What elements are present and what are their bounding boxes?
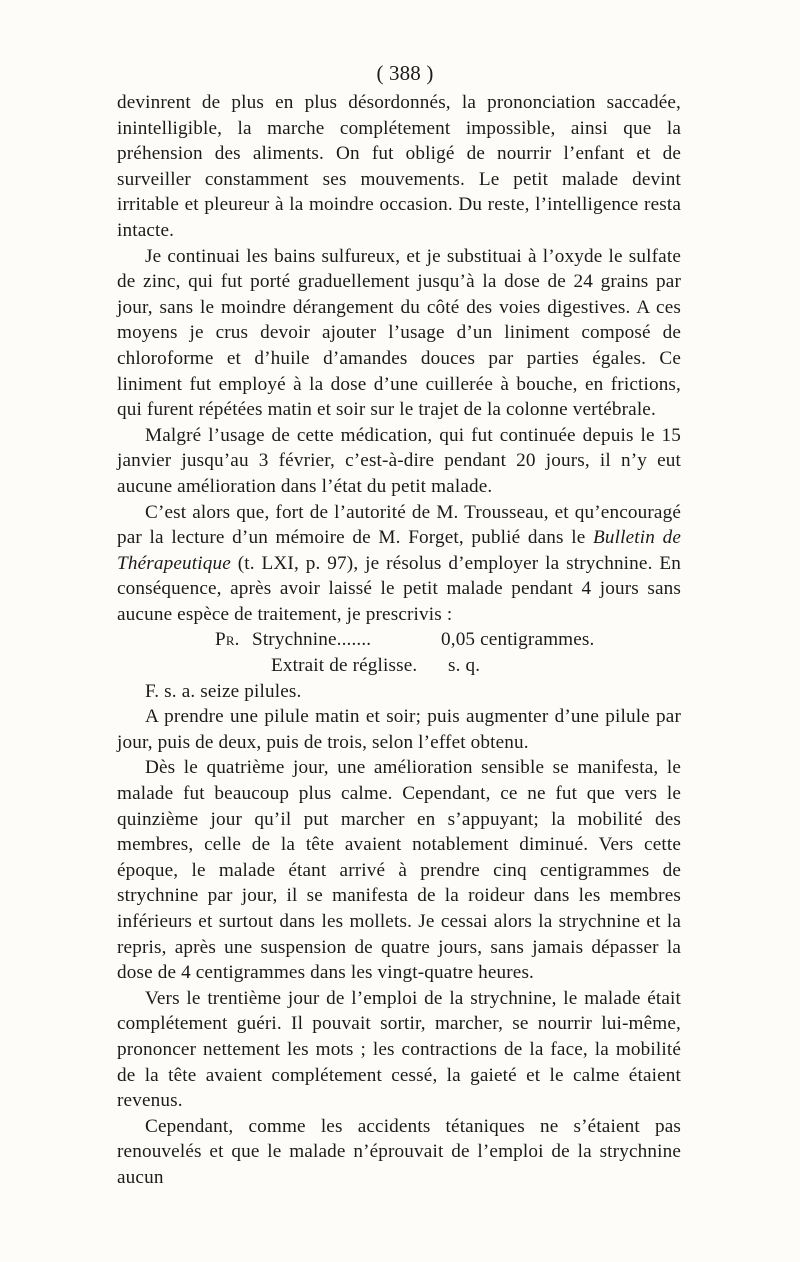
paragraph-8: Cependant, comme les accidents tétaniques ne s’étaient pas renouvelés et que le malade n’éprouvait de l’emploi de la strychnine aucun xyxy=(117,1115,681,1188)
page-number: ( 388 ) xyxy=(376,61,434,85)
prescription-drug-1: Strychnine....... xyxy=(252,629,372,651)
paragraph-1: devinrent de plus en plus désordonnés, la prononciation saccadée, inintelligible, la marche complétement impossible, ainsi que la préhension des aliments. On fut obligé de nourrir l’enfant et de surveiller constamment ses mouvements. Le petit malade devint irritable et pleureur à la moindre occasion. Du reste, l’intelligence resta intacte. xyxy=(117,92,681,241)
paragraph-5: A prendre une pilule matin et soir; puis augmenter d’une pilule par jour, puis de deux, puis de trois, selon l’effet obtenu. xyxy=(117,706,681,753)
paragraph-4 xyxy=(117,500,681,628)
paragraph-2: Je continuai les bains sulfureux, et je substituai à l’oxyde le sulfate de zinc, qui fut porté graduellement jusqu’à la dose de 24 grains par jour, sans le moindre dérangement du côté des voies digestives. A ces moyens je crus devoir ajouter l’usage d’un liniment composé de chloroforme et d’huile d’amandes douces par parties égales. Ce liniment fut employé à la dose d’une cuillerée à bouche, en frictions, qui furent répétées matin et soir sur le trajet de la colonne vertébrale. xyxy=(117,245,681,421)
prescription-line-1 xyxy=(117,627,681,653)
prescription-marker: Pr. xyxy=(215,629,240,651)
prescription-dose-1: 0,05 centigrammes. xyxy=(441,629,595,651)
paragraph-3: Malgré l’usage de cette médication, qui fut continuée depuis le 15 janvier jusqu’au 3 février, c’est-à-dire pendant 20 jours, il n’y eut aucune amélioration dans l’état du petit malade. xyxy=(117,424,681,497)
page-body xyxy=(117,58,681,1191)
journal-title: Bulletin de Thérapeutique xyxy=(117,527,682,574)
paragraph-4-text-a: C’est alors que, fort de l’autorité de M. Trousseau, et qu’encouragé par la lecture d’un mémoire de M. Forget, publié dans le xyxy=(117,501,681,549)
paragraph-4-text-b: (t. LXI, p. 97), je résolus d’employer la strychnine. En conséquence, après avoir laissé le petit malade pendant 4 jours sans aucune espèce de traitement, je prescrivis : xyxy=(117,552,681,625)
prescription-instruction: F. s. a. seize pilules. xyxy=(145,680,302,702)
paragraph-7: Vers le trentième jour de l’emploi de la strychnine, le malade était complétement guéri. Il pouvait sortir, marcher, se nourrir lui-même, prononcer nettement les mots ; les contractions de la face, la mobilité de la tête avaient complétement cessé, la gaieté et le calme étaient revenus. xyxy=(117,987,681,1112)
prescription-line-2 xyxy=(117,653,681,679)
prescription-drug-2: Extrait de réglisse. xyxy=(271,655,418,677)
paragraph-6: Dès le quatrième jour, une amélioration sensible se manifesta, le malade fut beaucoup plus calme. Cependant, ce ne fut que vers le quinzième jour qu’il put marcher en s’appuyant; la mobilité des membres, celle de la tête avaient notablement diminué. Vers cette époque, le malade étant arrivé à prendre cinq centigrammes de strychnine par jour, il se manifesta de la roideur dans les membres inférieurs et surtout dans les mollets. Je cessai alors la strychnine et la repris, après une suspension de quatre jours, sans jamais dépasser la dose de 4 centigrammes dans les vingt-quatre heures. xyxy=(117,757,681,984)
prescription-dose-2: s. q. xyxy=(448,655,481,677)
